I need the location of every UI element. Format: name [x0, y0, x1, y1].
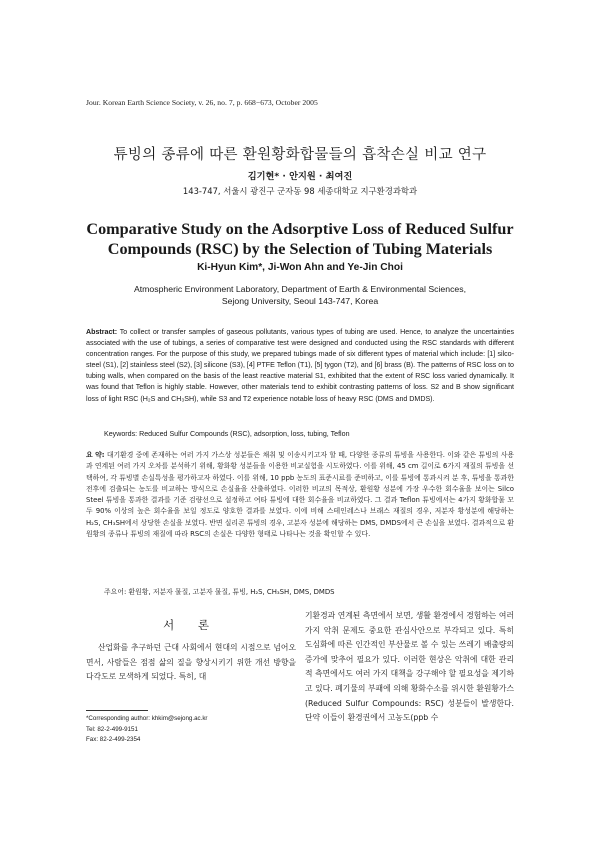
title-english	[0, 220, 600, 259]
abstract-text: To collect or transfer samples of gaseous pollutants, various types of tubing are used. Hence, to analyze the uncertainties associated with the use of tubings, a series of comparative test were designed and conducted using the RSC standards with different concentration ranges. For the purpose of this study, we prepared tubings made of six different types of material which include: [1] silco-steel (S1), [2] stainless steel (S2), [3] silicone (S3), [4] PTFE Teflon (T1), [5] tygon (T2), and [6] brass (B). The patterns of RSC loss on to tubing walls, when compared on the basis of the least reactive material S1, exhibited that the extent of RSC loss varied dynamically. It was found that Teflon is highly stable. However, other materials tend to exhibit contrasting patterns of loss. S2 and B show significant loss of light RSC (H₂S and CH₃SH), while S3 and T2 experience notable loss of heavy RSC (DMS and DMDS).	[86, 328, 514, 403]
abstract	[86, 327, 514, 405]
body-column-right: 기환경과 연계된 측면에서 보면, 생활 환경에서 경험하는 여러 가지 악취 문제도 중요한 관심사안으로 부각되고 있다. 특히 도심화에 따른 인간적인 부산물로 볼 수 있는 쓰레기 배출량의 증가에 맞추어 필요가 있다. 이러한 현상은 악취에 대한 관리적 측면에서도 여러 가지 대책을 강구해야 할 필요성을 제기하고 있다. 폐기물의 부패에 의해 황화수소를 위시한 환원황가스(Reduced Sulfur Compounds: RSC) 성분들이 발생한다. 단약 이들이 환경권에서 고농도(ppb 수	[305, 611, 514, 723]
keywords: Keywords: Reduced Sulfur Compounds (RSC), adsorption, loss, tubing, Teflon	[104, 430, 350, 438]
korean-abstract	[86, 450, 514, 540]
authors-korean: 김기현* · 안지원 · 최여진	[247, 171, 353, 182]
title-english-line2: Compounds (RSC) by the Selection of Tubing Materials	[107, 239, 493, 258]
footnotes	[86, 714, 296, 746]
footnote-corresponding-author: *Corresponding author: khkim@sejong.ac.kr	[86, 715, 208, 722]
title-english-line1: Comparative Study on the Adsorptive Loss of Reduced Sulfur	[86, 220, 514, 238]
footnote-telephone: Tel: 82-2-499-9151	[86, 725, 138, 733]
affiliation-korean: 143-747, 서울시 광진구 군자동 98 세종대학교 지구환경과학과	[182, 186, 418, 196]
journal-citation: Jour. Korean Earth Science Society, v. 26, no. 7, p. 668−673, October 2005	[86, 98, 318, 107]
affiliation-english	[0, 283, 600, 307]
korean-abstract-label: 요 약:	[86, 451, 105, 459]
korean-keywords: 주요어: 환원황, 저분자 물질, 고분자 물질, 튜빙, H₂S, CH₃SH, DMS, DMDS	[104, 588, 335, 596]
affiliation-english-line2: Sejong University, Seoul 143-747, Korea	[221, 296, 379, 306]
title-korean: 튜빙의 종류에 따른 환원황화합물들의 흡착손실 비교 연구	[113, 147, 487, 163]
affiliation-english-line1: Atmospheric Environment Laboratory, Department of Earth & Environmental Sciences,	[133, 284, 467, 294]
body-column-left: 산업화를 추구하던 근대 사회에서 현대의 시점으로 넘어오면서, 사람들은 점점 삶의 질을 향상시키기 위한 개선 방향을 다각도로 모색하게 되었다. 특히, 대	[86, 643, 296, 682]
authors-english: Ki-Hyun Kim*, Ji-Won Ahn and Ye-Jin Choi	[197, 262, 403, 273]
section-heading-introduction: 서 론	[163, 618, 219, 632]
footnote-divider	[86, 710, 148, 711]
korean-abstract-text: 대기환경 중에 존재하는 여러 가지 가스상 성분들은 채취 및 이송시키고자 할 때, 다양한 종류의 튜빙을 사용한다. 이와 같은 튜빙의 사용과 연계된 여러 가지 오차를 분석하기 위해, 황화황 성분들을 이용한 비교실험을 시도하였다. 이를 위해, 45 cm 길이로 6가지 재질의 튜빙을 선택하여, 각 튜빙별 손실특성을 평가하고자 하였다. 이를 위해, 10 ppb 농도의 표준시료를 준비하고, 이를 튜빙에 통과시켜 분 후, 튜빙을 통과한 전후에 검출되는 농도를 비교하는 방식으로 손실율을 산출하였다. 이러한 비교의 목적상, 환원황 성분에 가장 우수한 회수율을 보이는 Silco Steel 튜빙을 통과한 결과를 기준 검량선으로 설정하고 여타 튜빙에 대한 회수율을 비교하였다. 그 결과 Teflon 튜빙에서는 4가지 황화합물 모두 90% 이상의 높은 회수율을 보일 정도로 양호한 결과를 보였다. 이에 비해 스테인레스나 브래스 재질의 경우, 저분자 황성분에 해당하는 H₂S, CH₃SH에서 상당한 손실을 보였다. 반면 실리콘 튜빙의 경우, 고분자 성분에 해당하는 DMS, DMDS에서 큰 손실을 보였다. 결과적으로 환원황의 종류나 튜빙의 재질에 따라 RSC의 손실은 다양한 형태로 나타나는 것을 확인할 수 있다.	[86, 451, 515, 539]
footnote-fax: Fax: 82-2-499-2354	[86, 736, 141, 743]
abstract-label: Abstract:	[86, 328, 118, 336]
